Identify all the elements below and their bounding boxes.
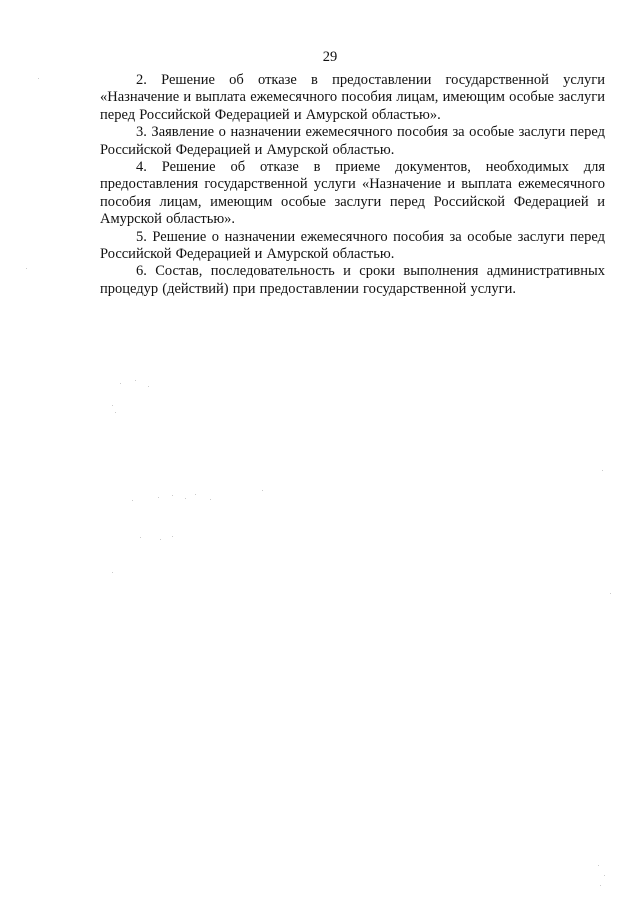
- scan-speck: [172, 495, 173, 496]
- document-body: [100, 72, 605, 298]
- scan-speck: [600, 885, 601, 886]
- page-number: 29: [322, 49, 338, 65]
- scan-speck: [120, 383, 121, 384]
- scan-speck: [148, 386, 149, 387]
- scan-speck: [112, 405, 113, 406]
- scan-speck: [195, 494, 196, 495]
- scan-speck: [132, 500, 133, 501]
- scan-speck: [115, 412, 116, 413]
- paragraph-item-6: 6. Состав, последовательность и сроки выполнения административных процедур (действий) при предоставлении государственной услуги.: [100, 263, 605, 297]
- scan-speck: [112, 572, 113, 573]
- paragraph-item-3: 3. Заявление о назначении ежемесячного пособия за особые заслуги перед Российской Федерацией и Амурской областью.: [100, 124, 605, 158]
- scan-speck: [140, 537, 141, 538]
- scan-speck: [262, 490, 263, 491]
- scan-speck: [160, 539, 161, 540]
- scan-speck: [604, 875, 605, 876]
- paragraph-item-5: 5. Решение о назначении ежемесячного пособия за особые заслуги перед Российской Федерацией и Амурской областью.: [100, 228, 605, 263]
- scan-speck: [172, 536, 173, 537]
- scan-speck: [26, 268, 27, 269]
- scan-speck: [610, 593, 611, 594]
- scan-speck: [135, 380, 136, 381]
- scan-speck: [38, 78, 39, 79]
- scan-speck: [158, 497, 159, 498]
- scan-speck: [602, 470, 603, 471]
- paragraph-item-2: 2. Решение об отказе в предоставлении государственной услуги «Назначение и выплата ежемесячного пособия лицам, имеющим особые заслуги перед Российской Федерацией и Амурской областью».: [100, 72, 605, 123]
- scan-speck: [185, 498, 186, 499]
- paragraph-item-4: 4. Решение об отказе в приеме документов, необходимых для предоставления государственной услуги «Назначение и выплата ежемесячного пособия лицам, имеющим особые заслуги перед Российской Федерацией и Амурской областью».: [100, 159, 605, 228]
- scan-speck: [210, 499, 211, 500]
- scan-speck: [598, 865, 599, 866]
